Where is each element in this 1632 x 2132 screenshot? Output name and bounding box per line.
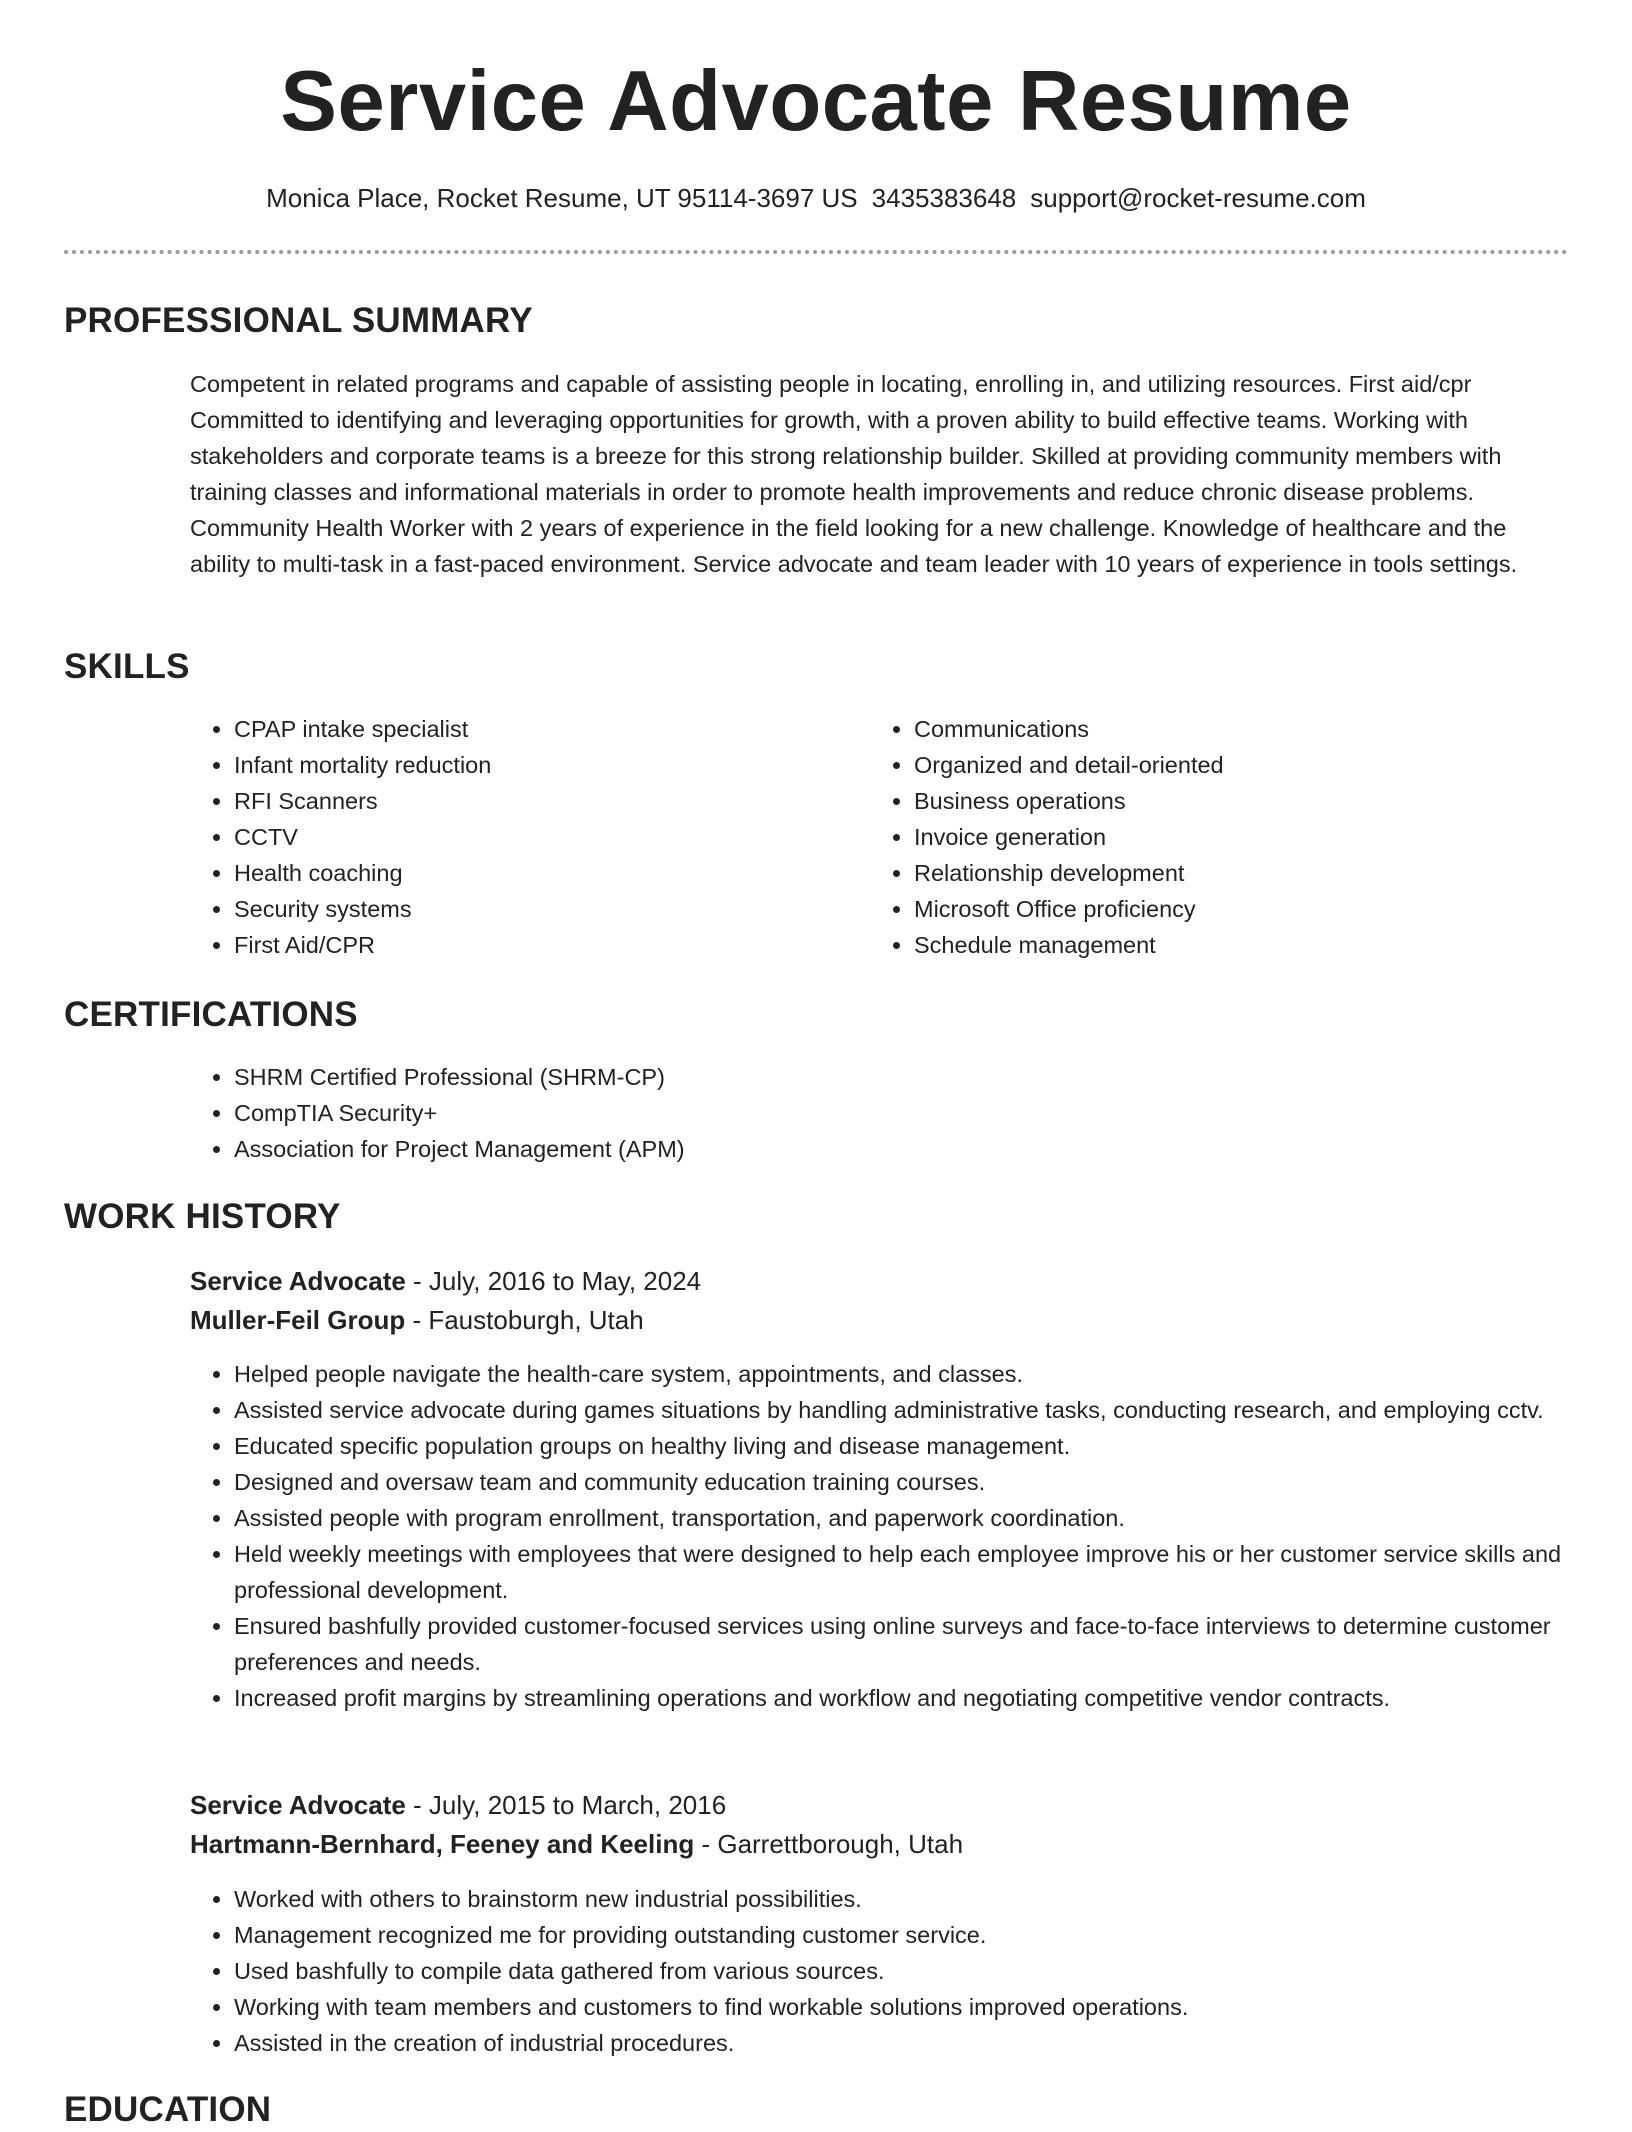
- job-2-bullets: [190, 1881, 1612, 2061]
- list-item: • Worked with others to brainstorm new industrial possibilities.: [234, 1881, 1612, 1917]
- contact-line: [64, 180, 1568, 216]
- list-item: • Increased profit margins by streamlining operations and workflow and negotiating competitive vendor contracts.: [234, 1680, 1612, 1716]
- job-2-title-line: [190, 1786, 726, 1824]
- job-dates: - July, 2016 to May, 2024: [405, 1266, 702, 1296]
- job-company: Hartmann-Bernhard, Feeney and Keeling: [190, 1829, 695, 1859]
- job-dates: - July, 2015 to March, 2016: [405, 1790, 727, 1820]
- job-location: - Garrettborough, Utah: [694, 1829, 964, 1859]
- job-company: Muller-Feil Group: [190, 1305, 406, 1335]
- list-item: • RFI Scanners: [234, 783, 794, 819]
- list-item: • Microsoft Office proficiency: [914, 891, 1554, 927]
- job-title: Service Advocate: [190, 1266, 406, 1296]
- job-title: Service Advocate: [190, 1790, 406, 1820]
- work-history-heading: WORK HISTORY: [64, 1197, 341, 1236]
- list-item: • Relationship development: [914, 855, 1554, 891]
- list-item: • Helped people navigate the health-care system, appointments, and classes.: [234, 1356, 1612, 1392]
- list-item: • Health coaching: [234, 855, 794, 891]
- contact-phone: 3435383648: [871, 183, 1017, 213]
- job-1-bullets: [190, 1356, 1612, 1716]
- job-location: - Faustoburgh, Utah: [405, 1305, 644, 1335]
- list-item: • CCTV: [234, 819, 794, 855]
- summary-heading: PROFESSIONAL SUMMARY: [64, 301, 533, 340]
- certifications-heading: CERTIFICATIONS: [64, 995, 358, 1034]
- education-heading: EDUCATION: [64, 2090, 272, 2129]
- list-item: • Educated specific population groups on healthy living and disease management.: [234, 1428, 1612, 1464]
- list-item: • Business operations: [914, 783, 1554, 819]
- contact-address: Monica Place, Rocket Resume, UT 95114-3697 US: [266, 183, 858, 213]
- skills-list-left: [190, 711, 794, 963]
- list-item: • SHRM Certified Professional (SHRM-CP): [234, 1059, 1334, 1095]
- list-item: • Organized and detail-oriented: [914, 747, 1554, 783]
- job-2-company-line: [190, 1825, 963, 1863]
- list-item: • First Aid/CPR: [234, 927, 794, 963]
- certifications-list: [190, 1059, 1334, 1167]
- job-1-title-line: [190, 1262, 701, 1300]
- skills-list-right: [870, 711, 1554, 963]
- list-item: • Designed and oversaw team and community education training courses.: [234, 1464, 1612, 1500]
- contact-email[interactable]: support@rocket-resume.com: [1030, 183, 1366, 213]
- list-item: • Association for Project Management (APM): [234, 1131, 1334, 1167]
- list-item: • Invoice generation: [914, 819, 1554, 855]
- list-item: • Used bashfully to compile data gathered from various sources.: [234, 1953, 1612, 1989]
- list-item: • Assisted people with program enrollment, transportation, and paperwork coordination.: [234, 1500, 1612, 1536]
- list-item: • Assisted service advocate during games situations by handling administrative tasks, conducting research, and employing cctv.: [234, 1392, 1612, 1428]
- list-item: • Ensured bashfully provided customer-focused services using online surveys and face-to-face interviews to determine customer preferences and needs.: [234, 1608, 1612, 1680]
- list-item: • Assisted in the creation of industrial procedures.: [234, 2025, 1612, 2061]
- list-item: • Management recognized me for providing outstanding customer service.: [234, 1917, 1612, 1953]
- list-item: • Working with team members and customers to find workable solutions improved operations.: [234, 1989, 1612, 2025]
- list-item: • CPAP intake specialist: [234, 711, 794, 747]
- summary-text: Competent in related programs and capable of assisting people in locating, enrolling in, and utilizing resources. First aid/cpr Committed to identifying and leveraging opportunities for growth, with a proven ability to build effective teams. Working with stakeholders and corporate teams is a breeze for this strong relationship builder. Skilled at providing community members with training classes and informational materials in order to promote health improvements and reduce chronic disease problems. Community Health Worker with 2 years of experience in the field looking for a new challenge. Knowledge of healthcare and the ability to multi-task in a fast-paced environment. Service advocate and team leader with 10 years of experience in tools settings.: [190, 371, 1518, 577]
- header-divider: [64, 250, 1568, 254]
- job-1-company-line: [190, 1301, 644, 1339]
- list-item: • CompTIA Security+: [234, 1095, 1334, 1131]
- list-item: • Infant mortality reduction: [234, 747, 794, 783]
- resume-title: Service Advocate Resume: [280, 54, 1352, 149]
- list-item: • Held weekly meetings with employees that were designed to help each employee improve his or her customer service skills and professional development.: [234, 1536, 1612, 1608]
- list-item: • Communications: [914, 711, 1554, 747]
- list-item: • Schedule management: [914, 927, 1554, 963]
- list-item: • Security systems: [234, 891, 794, 927]
- skills-heading: SKILLS: [64, 647, 190, 686]
